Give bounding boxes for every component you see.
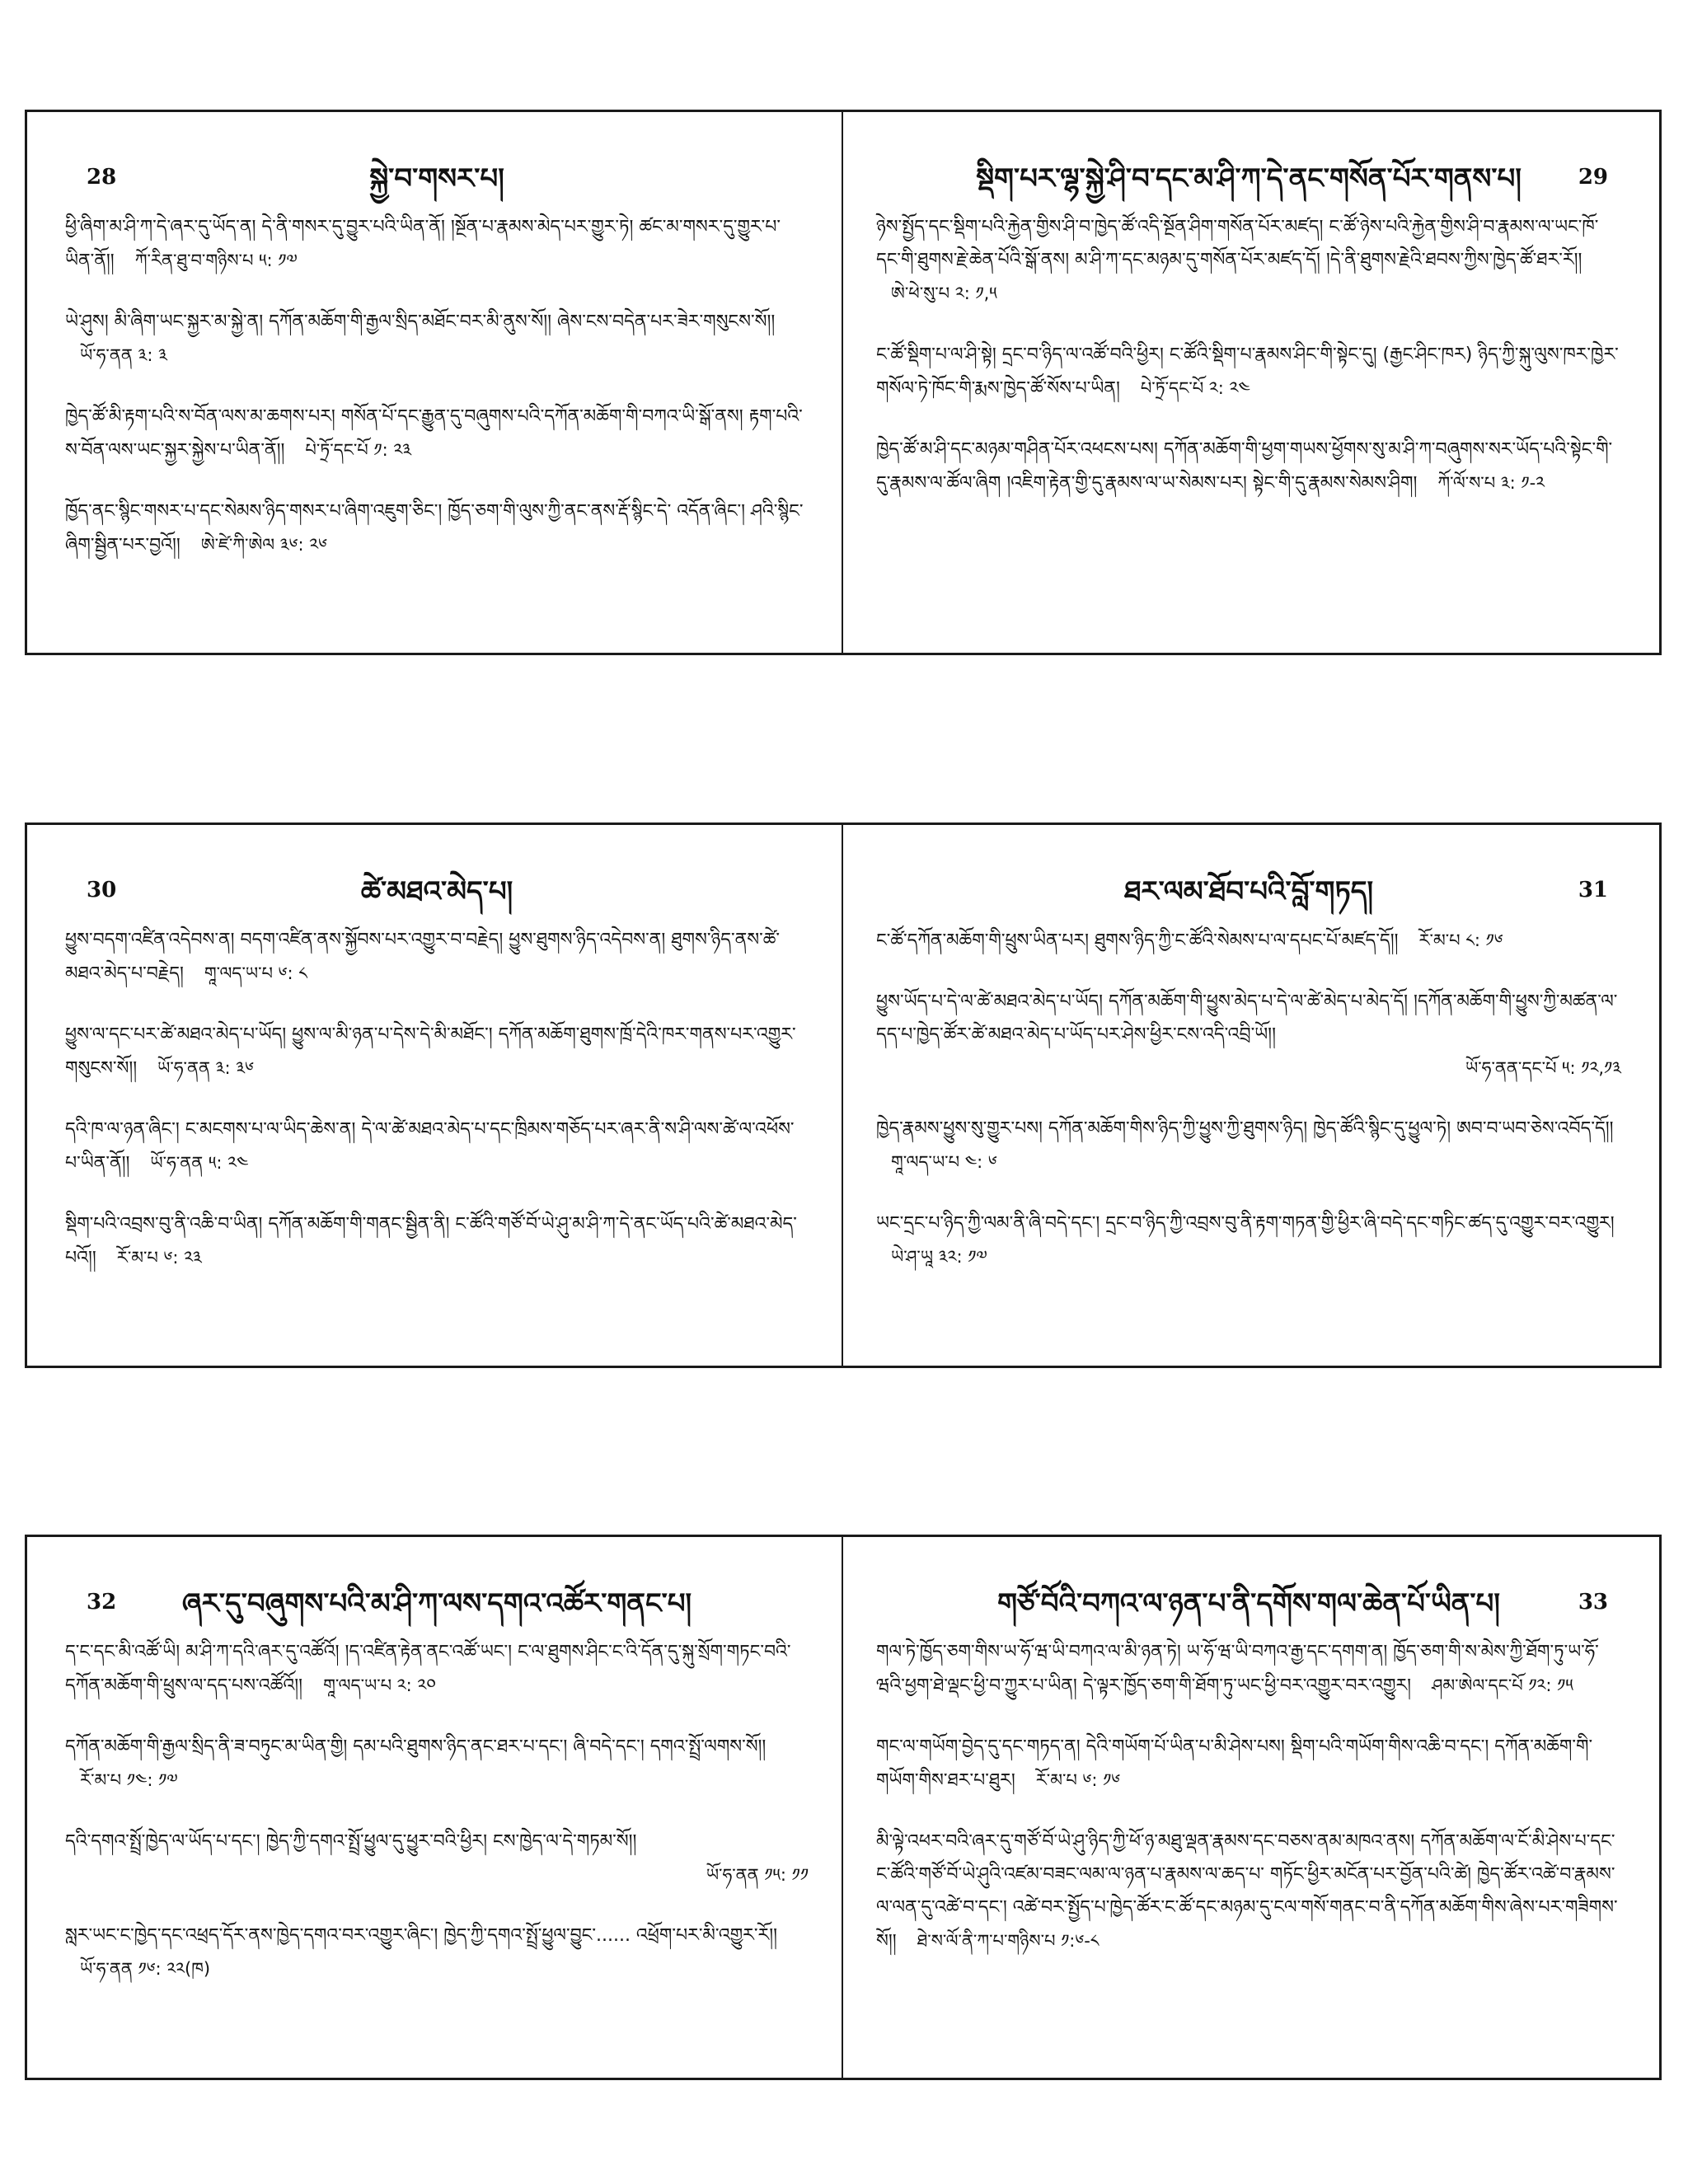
page-title: སྐྱེ་བ་གསར་པ། bbox=[369, 162, 504, 195]
verse-entry bbox=[65, 211, 809, 278]
verse-reference: རོ་མ་པ ༦: ༡༦ bbox=[1035, 1770, 1121, 1790]
verse-entry bbox=[65, 1919, 809, 1986]
verse-entry bbox=[65, 924, 809, 991]
verse-reference: ཡོ་ཧ་ནན ༡༦: ༢༢(ཁ) bbox=[80, 1959, 211, 1979]
verse-entry bbox=[65, 1208, 809, 1275]
verse-entry bbox=[65, 1113, 809, 1180]
verse-reference: ཡོ་ཧ་ནན ༣: ༣༦ bbox=[157, 1058, 254, 1078]
verse-reference: ཡོ་ཧ་ནན་དང་པོ ༥: ༡༢,༡༣ bbox=[1465, 1058, 1621, 1078]
verse-text: ཕྱུས་ལ་དང་པར་ཚེ་མཐའ་མེད་པ་ཡོད། ཕྱུས་ལ་མི་ཉན་པ་དེས་དེ་མི་མཐོང་། དཀོན་མཆོག་ཐུགས་ཁྲོ་དེའི་ཁར་གནས་པར་འགྱུར་གསུངས་སོ།། bbox=[65, 1024, 796, 1079]
page-number: 29 bbox=[1578, 165, 1608, 190]
page-32 bbox=[27, 1537, 843, 2078]
verse-reference: པེ་ཏྲོ་དང་པོ ༡: ༢༣ bbox=[305, 440, 412, 460]
page-spread-28-29 bbox=[25, 110, 1662, 655]
page-title: ཐར་ལམ་ཐོབ་པའི་བློ་གཏད། bbox=[1123, 875, 1374, 908]
verse-text: ཡེ་ཤུས། མི་ཞིག་ཡང་སྐྱར་མ་སྐྱེ་ན། དཀོན་མཆོག་གི་རྒྱལ་སྲིད་མཐོང་བར་མི་ནུས་སོ།། ཞེས་ངས་བདེན་པར་ཟེར་གསུངས་སོ།། bbox=[65, 312, 776, 332]
verse-reference: ཀོ་རིན་ཐུ་བ་གཉིས་པ ༥: ༡༧ bbox=[134, 251, 298, 270]
page-number: 28 bbox=[87, 165, 117, 190]
verse-entry bbox=[876, 211, 1621, 311]
verse-entry bbox=[876, 1825, 1621, 1958]
verse-text: དའི་ཁ་ལ་ཉན་ཞིང་། ང་མངགས་པ་ལ་ཡིད་ཆེས་ན། དེ་ལ་ཚེ་མཐའ་མེད་པ་དང་ཁྲིམས་གཅོད་པར་ཞར་ནི་ས་ཤི་ལས་ཚེ་ལ་འཕོས་པ་ཡིན་ནོ།། bbox=[65, 1119, 795, 1174]
verse-entry bbox=[876, 1731, 1621, 1797]
page-number: 32 bbox=[87, 1590, 117, 1615]
verse-entry bbox=[876, 339, 1621, 405]
verse-reference: ཡོ་ཧ་ནན ༣: ༣ bbox=[80, 345, 167, 365]
verse-entry bbox=[65, 495, 809, 562]
verse-text: ཁྱེད་ཚོ་མི་རྟག་པའི་ས་བོན་ལས་མ་ཆགས་པར། གསོན་པོ་དང་རྒྱུན་དུ་བཞུགས་པའི་དཀོན་མཆོག་གི་བཀའ་ཡི་སྒོ་ནས། རྟག་པའི་ས་བོན་ལས་ཡང་སྐྱར་སྐྱེས་པ་ཡིན་ནོ།། bbox=[65, 406, 803, 461]
page-31 bbox=[843, 825, 1659, 1366]
page-number: 33 bbox=[1578, 1590, 1608, 1615]
verse-reference: ཨེ་ཛེ་ཀི་ཨེལ ༣༦: ༢༦ bbox=[200, 535, 327, 555]
verse-reference: ཐེ་ས་ལོ་ནི་ཀ་པ་གཉིས་པ ༡:༦-༨ bbox=[917, 1931, 1100, 1951]
verse-text: དཀོན་མཆོག་གི་རྒྱལ་སྲིད་ནི་ཟ་བཏུང་མ་ཡིན་གྱི། དམ་པའི་ཐུགས་ཉིད་ནང་ཐར་པ་དང་། ཞི་བདེ་དང་། དགའ་སྤྲོ་ལགས་སོ།། bbox=[65, 1736, 767, 1757]
verse-entry bbox=[65, 1636, 809, 1703]
verse-reference: གཱ་ལད་ཡ་པ ༦: ༨ bbox=[204, 963, 307, 983]
verse-reference: རོ་མ་པ ༨: ༡༦ bbox=[1418, 930, 1503, 950]
verse-reference: ཤམ་ཨེལ་དང་པོ ༡༢: ༡༥ bbox=[1432, 1675, 1573, 1695]
verse-text: སྡིག་པའི་འབྲས་བུ་ནི་འཆི་བ་ཡིན། དཀོན་མཆོག་གི་གནང་སྦྱིན་ནི། ང་ཚོའི་གཙོ་བོ་ཡེ་ཤུ་མ་ཤི་ཀ་དེ་ནང་ཡོད་པའི་ཚེ་མཐའ་མེད་པའོ།། bbox=[65, 1214, 797, 1268]
verse-text: ཡང་དྲང་པ་ཉིད་ཀྱི་ལམ་ནི་ཞི་བདེ་དང་། དྲང་བ་ཉིད་ཀྱི་འབྲས་བུ་ནི་རྟག་གཏན་གྱི་ཕྱིར་ཞི་བདེ་དང་གཏིང་ཚད་དུ་འགྱུར་བར་འགྱུར། bbox=[876, 1213, 1615, 1234]
verse-reference: ཡེ་ཤ་ཡཱ ༣༢: ༡༧ bbox=[891, 1247, 987, 1267]
page-title: ཚེ་མཐའ་མེད་པ། bbox=[360, 875, 513, 908]
page-spread-32-33 bbox=[25, 1535, 1662, 2080]
verse-reference: ཀོ་ལོ་ས་པ ༣: ༡-༢ bbox=[1437, 473, 1545, 493]
verse-reference: གཱ་ལད་ཡ་པ ༤: ༦ bbox=[891, 1152, 997, 1172]
page-number: 31 bbox=[1578, 878, 1608, 902]
page-title: སྡིག་པར་ལྷ་སྐྱེ་ཤི་བ་དང་མ་ཤི་ཀ་དེ་ནང་གསོན་པོར་གནས་པ། bbox=[976, 162, 1522, 195]
verse-text: དའི་དགའ་སྤྲོ་ཁྱེད་ལ་ཡོད་པ་དང་། ཁྱེད་ཀྱི་དགའ་སྤྲོ་ཕྱུལ་དུ་ཕྱུར་བའི་ཕྱིར། ངས་ཁྱེད་ལ་དེ་གཏམ་སོ།། bbox=[65, 1831, 637, 1852]
verse-reference: ཡོ་ཧ་ནན ༥: ༢༤ bbox=[150, 1153, 249, 1173]
verse-entry bbox=[876, 986, 1621, 1085]
verse-text: ཉེས་སྤྱོད་དང་སྡིག་པའི་རྐྱེན་གྱིས་ཤི་བ་ཁྱེད་ཚོ་འདི་སྔོན་ཤིག་གསོན་པོར་མཛད། ང་ཚོ་ཉེས་པའི་རྐྱེན་གྱིས་ཤི་བ་རྣམས་ལ་ཡང་ཁོ་དང་གི་ཐུགས་རྗེ་ཆེན་པོའི་སྒོ་ནས། མ་ཤི་ཀ་དང་མཉམ་དུ་གསོན་པོར་མཛད་དོ། །དེ་ནི་ཐུགས་རྗེའི་ཐབས་ཀྱིས་ཁྱེད་ཚོ་ཐར་རོ།། bbox=[876, 217, 1599, 270]
verse-text: ཁྱེད་རྣམས་ཕྱུས་སུ་གྱུར་པས། དཀོན་མཆོག་གིས་ཉིད་ཀྱི་ཕྱུས་ཀྱི་ཐུགས་ཉིད། ཁྱེད་ཚོའི་སྙིང་དུ་ཕྱུལ་ཏེ། ཨབ་བ་ཡབ་ཅེས་འབོད་དོ།། bbox=[876, 1118, 1614, 1139]
page-30 bbox=[27, 825, 843, 1366]
verse-entry bbox=[65, 1825, 809, 1891]
verse-entry bbox=[65, 1731, 809, 1797]
verse-text: གལ་ཏེ་ཁྱོད་ཅག་གིས་ཡ་ཧོ་ཝ་ཡི་བཀའ་ལ་མི་ཉན་ཏེ། ཡ་ཧོ་ཝ་ཡི་བཀའ་རྒྱ་དང་དགག་ན། ཁྱོད་ཅག་གི་ས་མེས་ཀྱི་ཐོག་ཏུ་ཡ་ཧོ་ཝའི་ཕྱག་ཐེ་ལྡང་ཕྱི་བ་ཀྱུར་པ་ཡིན། དེ་ལྟར་ཁྱོད་ཅག་གི་ཐོག་ཏུ་ཡང་ཕྱི་བར་འགྱུར་བར་འགྱུར། bbox=[876, 1642, 1599, 1696]
verse-entry bbox=[876, 1636, 1621, 1703]
page-spread-30-31 bbox=[25, 823, 1662, 1368]
verse-text: ད་ང་དང་མི་འཚོ་ཡི། མ་ཤི་ཀ་དའི་ཞར་དུ་འཚོའོ། །ད་འཛིན་རྟེན་ནང་འཚོ་ཡང་། ང་ལ་ཐུགས་ཤིང་ང་འི་དོན་དུ་སྐུ་སྲོག་གཏང་བའི་དཀོན་མཆོག་གི་ཕྲུས་ལ་དད་པས་འཚོའོ།། bbox=[65, 1642, 791, 1696]
page-33 bbox=[843, 1537, 1659, 2078]
verse-reference: རོ་མ་པ ༦: ༢༣ bbox=[116, 1248, 202, 1268]
verse-text: མི་ལྟེ་འཕར་བའི་ཞར་དུ་གཙོ་བོ་ཡེ་ཤུ་ཉིད་ཀྱི་ཕོ་ཉ་མཐུ་ལྡན་རྣམས་དང་བཅས་ནམ་མཁའ་ནས། དཀོན་མཆོག་ལ་ངོ་མི་ཤེས་པ་དང་ང་ཚོའི་གཙོ་བོ་ཡེ་ཤུའི་འཛམ་བཟང་ལམ་ལ་ཉན་པ་རྣམས་ལ་ཆད་པ་ གཏོང་ཕྱིར་མངོན་པར་བྱོན་པའི་ཚེ། ཁྱེད་ཚོར་འཚེ་བ་རྣམས་ལ་ལན་དུ་འཚེ་བ་དང་། འཚེ་བར་སྤྱོད་པ་ཁྱེད་ཚོར་ང་ཚོ་དང་མཉམ་དུ་ངལ་གསོ་གནང་བ་ནི་དཀོན་མཆོག་གིས་ཞེས་པར་གཟིགས་སོ།། bbox=[876, 1831, 1618, 1952]
verse-reference: ཨེ་ཕེ་སུ་པ ༢: ༡,༥ bbox=[891, 284, 997, 303]
verse-text: ང་ཚོ་སྡིག་པ་ལ་ཤི་སྟེ། དྲང་བ་ཉིད་ལ་འཚོ་བའི་ཕྱིར། ང་ཚོའི་སྡིག་པ་རྣམས་ཤིང་གི་སྟེང་དུ། (རྒྱང་ཤིང་ཁར) ཉིད་ཀྱི་སྐུ་ལུས་ཁར་ཁྱེར་གསོལ་ཏེ་ཁོང་གི་རྨས་ཁྱེད་ཚོ་སོས་པ་ཡིན། bbox=[876, 344, 1619, 399]
verse-text: ང་ཚོ་དཀོན་མཆོག་གི་ཕྲུས་ཡིན་པར། ཐུགས་ཉིད་ཀྱི་ང་ཚོའི་སེམས་པ་ལ་དཔང་པོ་མཛད་དོ།། bbox=[876, 930, 1399, 951]
verse-text: ཁྱོད་ནང་སྙིང་གསར་པ་དང་སེམས་ཉིད་གསར་པ་ཞིག་འཇུག་ཅིང་། ཁྱོད་ཅག་གི་ལུས་ཀྱི་ནང་ནས་རྡོ་སྙིང་དེ་ འདོན་ཞིང་། ཤའི་སྙིང་ཞིག་སྦྱིན་པར་བྱའོ།། bbox=[65, 501, 804, 555]
verse-text: སླར་ཡང་ང་ཁྱེད་དང་འཕྲད་དོར་ནས་ཁྱེད་དགའ་བར་འགྱུར་ཞིང་། ཁྱེད་ཀྱི་དགའ་སྤྲོ་ཕྱུལ་བྱུང་...... འཕྲོག་པར་མི་འགྱུར་རོ།། bbox=[65, 1925, 777, 1946]
verse-reference: གཱ་ལད་ཡ་པ ༢: ༢༠ bbox=[323, 1675, 436, 1695]
verse-text: ཁྱེད་ཚོ་མ་ཤི་དང་མཉམ་གཤིན་པོར་འཕངས་པས། དཀོན་མཆོག་གི་ཕྱག་གཡས་ཕྱོགས་སུ་མ་ཤི་ཀ་བཞུགས་སར་ཡོད་པའི་སྟེང་གི་དུ་རྣམས་ལ་ཚོལ་ཞིག །འཇིག་རྟེན་གྱི་དུ་རྣམས་ལ་ཡ་སེམས་པར། སྟེང་གི་དུ་རྣམས་སེམས་ཤིག། bbox=[876, 439, 1613, 494]
page-number: 30 bbox=[87, 878, 117, 902]
verse-entry bbox=[876, 434, 1621, 500]
verse-reference: རོ་མ་པ ༡༤: ༡༧ bbox=[80, 1770, 178, 1790]
verse-reference: ཡོ་ཧ་ནན ༡༥: ༡༡ bbox=[706, 1865, 809, 1885]
verse-text: ཕྱི་ཞིག་མ་ཤི་ཀ་དེ་ཞར་དུ་ཡོད་ན། དེ་ནི་གསར་དུ་བྱུར་པའི་ཡིན་ནོ། །སྔོན་པ་རྣམས་མེད་པར་གྱུར་ཏེ། ཚང་མ་གསར་དུ་གྱུར་པ་ཡིན་ནོ།། bbox=[65, 217, 781, 271]
verse-entry bbox=[876, 1207, 1621, 1274]
verse-text: གང་ལ་གཡོག་བྱེད་དུ་དང་གཏད་ན། དེའི་གཡོག་པོ་ཡིན་པ་མི་ཤེས་པས། སྡིག་པའི་གཡོག་གིས་འཆི་བ་དང་། དཀོན་མཆོག་གི་གཡོག་གིས་ཐར་པ་ཐུར། bbox=[876, 1736, 1593, 1791]
verse-entry bbox=[876, 1113, 1621, 1179]
page-29 bbox=[843, 112, 1659, 653]
verse-entry bbox=[876, 924, 1621, 958]
verse-entry bbox=[65, 1019, 809, 1085]
page-title: ཞར་དུ་བཞུགས་པའི་མ་ཤི་ཀ་ལས་དགའ་འཚོར་གནང་པ། bbox=[181, 1587, 692, 1620]
verse-text: ཕྱུས་ཡོད་པ་དེ་ལ་ཚེ་མཐའ་མེད་པ་ཡོད། དཀོན་མཆོག་གི་ཕྱུས་མེད་པ་དེ་ལ་ཚེ་མེད་པ་མེད་དོ། །དཀོན་མཆོག་གི་ཕྱུས་ཀྱི་མཚན་ལ་དད་པ་ཁྱེད་ཚོར་ཚེ་མཐའ་མེད་པ་ཡོད་པར་ཤེས་ཕྱིར་ངས་འདི་འབྲི་ཡོ།། bbox=[876, 991, 1618, 1045]
verse-entry bbox=[65, 306, 809, 373]
page-title: གཙོ་བོའི་བཀའ་ལ་ཉན་པ་ནི་དགོས་གལ་ཆེན་པོ་ཡིན་པ། bbox=[997, 1587, 1500, 1620]
verse-reference: པེ་ཏྲོ་དང་པོ ༢: ༢༤ bbox=[1140, 378, 1250, 398]
verse-text: ཕྱུས་བདག་འཛིན་འདེབས་ན། བདག་འཛིན་ནས་སྐྱོབས་པར་འགྱུར་བ་བརྗེད། ཕྱུས་ཐུགས་ཉིད་འདེབས་ན། ཐུགས་ཉིད་ནས་ཚེ་མཐའ་མེད་པ་བརྗེད། bbox=[65, 930, 781, 984]
verse-entry bbox=[65, 401, 809, 467]
page-28 bbox=[27, 112, 843, 653]
